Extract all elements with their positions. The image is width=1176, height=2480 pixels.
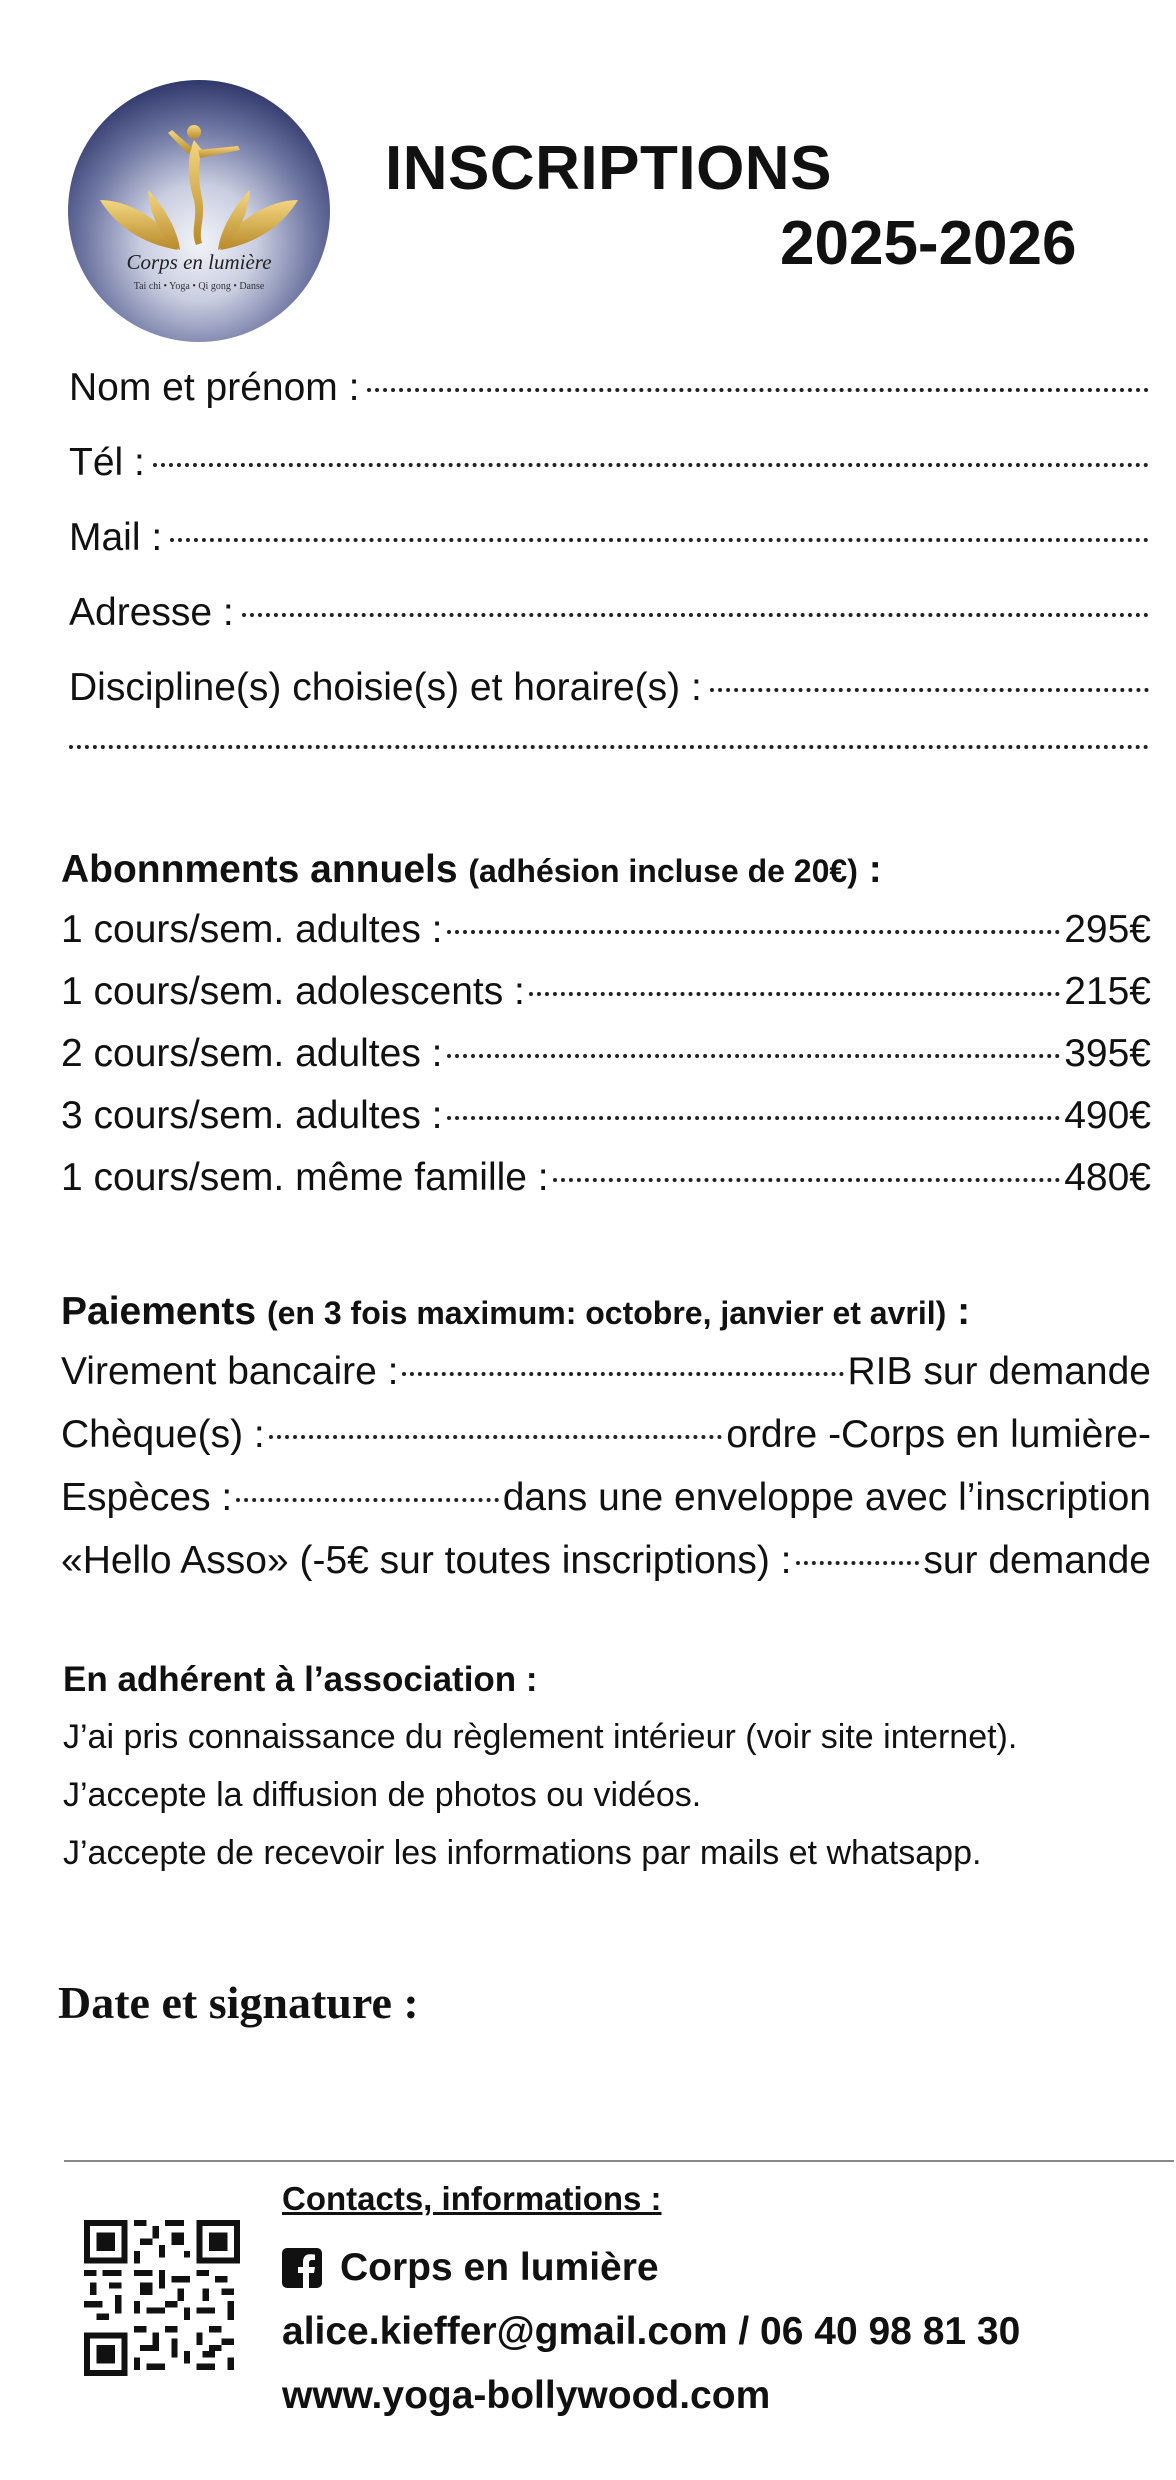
payment-row xyxy=(61,1539,1151,1602)
qr-code[interactable] xyxy=(84,2220,240,2376)
payment-label: «Hello Asso» (-5€ sur toutes inscriptions) : xyxy=(61,1539,792,1582)
payment-label: Virement bancaire : xyxy=(61,1350,399,1393)
contacts-title: Contacts, informations : xyxy=(282,2180,662,2217)
payment-label: Espèces : xyxy=(61,1476,233,1519)
price-value: 215€ xyxy=(1064,970,1151,1013)
field-label: Adresse : xyxy=(69,591,234,634)
price-label: 1 cours/sem. adultes : xyxy=(61,908,443,951)
fill-line xyxy=(153,463,1149,467)
price-label: 1 cours/sem. adolescents : xyxy=(61,970,525,1013)
price-value: 480€ xyxy=(1064,1156,1151,1199)
fill-line xyxy=(710,688,1149,692)
field-label: Nom et prénom : xyxy=(69,366,360,409)
payments-note: (en 3 fois maximum: octobre, janvier et avril) xyxy=(266,1295,947,1331)
association-logo xyxy=(68,80,330,342)
page-title: INSCRIPTIONS xyxy=(385,134,832,203)
leader-dots xyxy=(402,1372,843,1376)
field-discipline[interactable] xyxy=(69,666,1149,741)
price-value: 490€ xyxy=(1064,1094,1151,1137)
membership-line: J’ai pris connaissance du règlement intérieur (voir site internet). xyxy=(63,1718,1018,1756)
price-label: 3 cours/sem. adultes : xyxy=(61,1094,443,1137)
membership-line: J’accepte de recevoir les informations par mails et whatsapp. xyxy=(63,1834,982,1872)
facebook-link[interactable] xyxy=(282,2236,1020,2300)
fill-line xyxy=(242,613,1149,617)
payment-value: dans une enveloppe avec l’inscription xyxy=(502,1476,1151,1519)
leader-dots xyxy=(447,1054,1061,1058)
field-label: Tél : xyxy=(69,441,145,484)
heading-colon: : xyxy=(868,848,882,891)
fill-line xyxy=(69,745,1149,749)
facebook-name: Corps en lumière xyxy=(340,2246,659,2289)
payments-heading xyxy=(61,1290,1151,1350)
payments-title: Paiements xyxy=(61,1290,257,1333)
price-row xyxy=(61,1156,1151,1218)
leader-dots xyxy=(553,1178,1061,1182)
field-address[interactable] xyxy=(69,591,1149,666)
leader-dots xyxy=(269,1435,722,1439)
leader-dots xyxy=(236,1498,498,1502)
personal-fields xyxy=(69,366,1149,828)
payment-label: Chèque(s) : xyxy=(61,1413,265,1456)
leader-dots xyxy=(447,1116,1061,1120)
logo-name: Corps en lumière xyxy=(126,250,272,274)
leader-dots xyxy=(447,930,1061,934)
website-link[interactable]: www.yoga-bollywood.com xyxy=(282,2374,771,2417)
divider xyxy=(64,2160,1174,2162)
payment-value: RIB sur demande xyxy=(847,1350,1151,1393)
season-year: 2025-2026 xyxy=(780,209,1077,278)
field-phone[interactable] xyxy=(69,441,1149,516)
facebook-icon xyxy=(282,2248,322,2288)
membership-title: En adhérent à l’association : xyxy=(63,1660,538,1699)
price-label: 1 cours/sem. même famille : xyxy=(61,1156,549,1199)
email-phone[interactable]: alice.kieffer@gmail.com / 06 40 98 81 30 xyxy=(282,2310,1021,2353)
payments-section xyxy=(61,1290,1151,1602)
lotus-dancer-icon xyxy=(68,80,330,342)
subscriptions-section xyxy=(61,848,1151,1218)
fill-line xyxy=(170,538,1149,542)
field-discipline-continued[interactable] xyxy=(69,753,1149,828)
field-label: Mail : xyxy=(69,516,163,559)
field-label: Discipline(s) choisie(s) et horaire(s) : xyxy=(69,666,702,709)
payment-value: ordre -Corps en lumière- xyxy=(726,1413,1151,1456)
field-name[interactable] xyxy=(69,366,1149,441)
leader-dots xyxy=(529,992,1060,996)
price-value: 395€ xyxy=(1064,1032,1151,1075)
price-row xyxy=(61,1032,1151,1094)
payment-row xyxy=(61,1413,1151,1476)
heading-colon: : xyxy=(957,1290,971,1333)
price-value: 295€ xyxy=(1064,908,1151,951)
subscriptions-note: (adhésion incluse de 20€) xyxy=(468,853,858,889)
logo-subtitle: Tai chi • Yoga • Qi gong • Danse xyxy=(133,281,265,292)
subscriptions-title: Abonnments annuels xyxy=(61,848,458,891)
contacts-block xyxy=(282,2180,1020,2428)
price-row xyxy=(61,1094,1151,1156)
leader-dots xyxy=(796,1561,920,1565)
fill-line xyxy=(367,388,1149,392)
price-label: 2 cours/sem. adultes : xyxy=(61,1032,443,1075)
membership-section xyxy=(63,1660,1163,1892)
payment-row xyxy=(61,1476,1151,1539)
field-mail[interactable] xyxy=(69,516,1149,591)
membership-line: J’accepte la diffusion de photos ou vidéos. xyxy=(63,1776,702,1814)
payment-row xyxy=(61,1350,1151,1413)
signature-field[interactable]: Date et signature : xyxy=(58,1977,419,2028)
price-row xyxy=(61,908,1151,970)
subscriptions-heading xyxy=(61,848,1151,908)
payment-value: sur demande xyxy=(923,1539,1151,1582)
price-row xyxy=(61,970,1151,1032)
